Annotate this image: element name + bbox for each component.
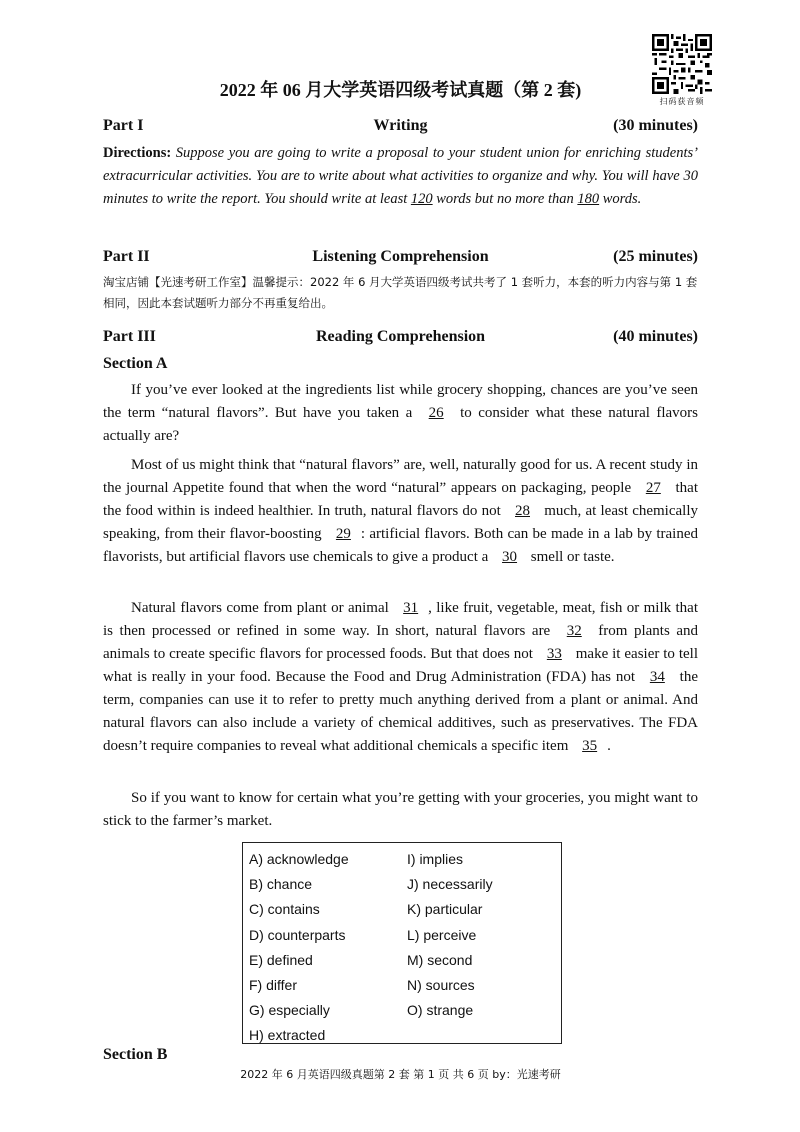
word-bank <box>242 842 562 1044</box>
blank-27: 27 <box>645 480 661 496</box>
part3-time: (40 minutes) <box>613 328 698 345</box>
passage-paragraph-3 <box>103 597 698 758</box>
passage-paragraph-1 <box>103 379 698 448</box>
option-a: A) acknowledge <box>249 851 349 867</box>
directions-text-c: words. <box>599 191 642 207</box>
blank-28: 28 <box>515 503 530 519</box>
option-d: D) counterparts <box>249 926 346 943</box>
p2-text-3: much, at least chemically speaking, from their flavor-boosting <box>103 503 698 542</box>
p2-text-1: Most of us might think that “natural flavors” are, well, naturally good for us. A recent study in the journal Appetite found that when the word “natural” appears on packaging, people <box>103 457 698 496</box>
directions-text-b: words but no more than <box>432 191 578 207</box>
blank-29: 29 <box>335 526 351 542</box>
blank-35: 35 <box>582 738 598 754</box>
option-o: O) strange <box>407 1002 474 1019</box>
option-f: F) differ <box>249 976 297 993</box>
part2-time: (25 minutes) <box>613 248 698 265</box>
part3-label: Part III <box>103 328 156 345</box>
part1-header <box>103 117 698 139</box>
option-l: L) perceive <box>407 926 477 943</box>
part1-time: (30 minutes) <box>613 117 698 134</box>
page-footer: 2022 年 6 月英语四级真题第 2 套 第 1 页 共 6 页 by：光速考研 <box>240 1068 561 1081</box>
part3-name: Reading Comprehension <box>315 328 486 345</box>
part1-label: Part I <box>103 117 144 134</box>
option-m: M) second <box>407 951 473 968</box>
directions-max-words: 180 <box>577 191 600 207</box>
p1-text-1: If you’ve ever looked at the ingredients list while grocery shopping, chances are you’ve seen the term “natural flavors”. But have you taken a <box>103 382 698 421</box>
option-i: I) implies <box>407 851 464 867</box>
blank-33: 33 <box>546 646 562 662</box>
p3-text-6: . <box>607 738 611 754</box>
word-bank-column-2 <box>407 847 493 1023</box>
p3-text-5: the term, companies can use it to refer to pretty much anything derived from a plant or animal. And natural flavors can also include a variety of chemical additives, such as preservatives. The FDA doesn’t require companies to reveal what additional chemicals a specific item <box>103 669 698 754</box>
option-c: C) contains <box>249 901 320 918</box>
p3-text-4: make it easier to tell what is really in your food. Because the Food and Drug Administration (FDA) has not <box>103 646 698 685</box>
directions-text-a: Suppose you are going to write a proposal to your student union for enriching students’ extracurricular activities. You are to write about what activities to organize and why. You will have 30 minutes to write the report. You should write at least <box>103 145 698 207</box>
part1-name: Writing <box>373 117 428 134</box>
directions-min-words: 120 <box>410 191 433 207</box>
section-a-heading: Section A <box>103 355 168 372</box>
p2-text-2: that the food within is indeed healthier. In truth, natural flavors do not <box>103 480 698 519</box>
passage-paragraph-2 <box>103 454 698 569</box>
option-n: N) sources <box>407 976 475 993</box>
option-h: H) extracted <box>249 1027 326 1044</box>
passage-paragraph-4: So if you want to know for certain what you’re getting with your groceries, you might want to stick to the farmer’s market. <box>103 790 698 829</box>
blank-32: 32 <box>566 623 582 639</box>
section-b-heading: Section B <box>103 1046 168 1063</box>
option-b: B) chance <box>249 876 313 893</box>
blank-30: 30 <box>502 549 518 565</box>
listening-notice: 淘宝店铺【光速考研工作室】温馨提示：2022 年 6 月大学英语四级考试共考了 1 套听力，本套的听力内容与第 1 套相同，因此本套试题听力部分不再重复给出。 <box>103 275 698 310</box>
part2-label: Part II <box>103 248 150 265</box>
blank-31: 31 <box>403 600 419 616</box>
directions-label: Directions: <box>103 145 172 161</box>
option-k: K) particular <box>407 901 483 918</box>
writing-directions <box>103 142 698 211</box>
option-e: E) defined <box>249 951 313 968</box>
option-g: G) especially <box>249 1002 330 1019</box>
p1-text-2: to consider what these natural flavors actually are? <box>103 405 698 444</box>
part3-header <box>103 328 698 350</box>
p2-text-5: smell or taste. <box>527 549 615 565</box>
word-bank-column-1 <box>249 847 349 1049</box>
part2-name: Listening Comprehension <box>312 248 489 265</box>
blank-26: 26 <box>428 405 444 421</box>
qr-caption: 扫码获音频 <box>659 97 705 106</box>
blank-34: 34 <box>649 669 665 685</box>
option-j: J) necessarily <box>407 876 493 893</box>
p3-text-2: , like fruit, vegetable, meat, fish or milk that is then processed or refined in some way. In short, natural flavors are <box>103 600 698 639</box>
p3-text-1: Natural flavors come from plant or animal <box>131 600 394 616</box>
p2-text-4: : artificial flavors. Both can be made in a lab by trained flavorists, but artificial flavors use chemicals to give a product a <box>103 526 699 565</box>
p3-text-3: from plants and animals to create specific flavors for processed foods. But that does not <box>103 623 698 662</box>
page-title: 2022 年 06 月大学英语四级考试真题（第 2 套) <box>219 80 582 100</box>
part2-header <box>103 248 698 270</box>
